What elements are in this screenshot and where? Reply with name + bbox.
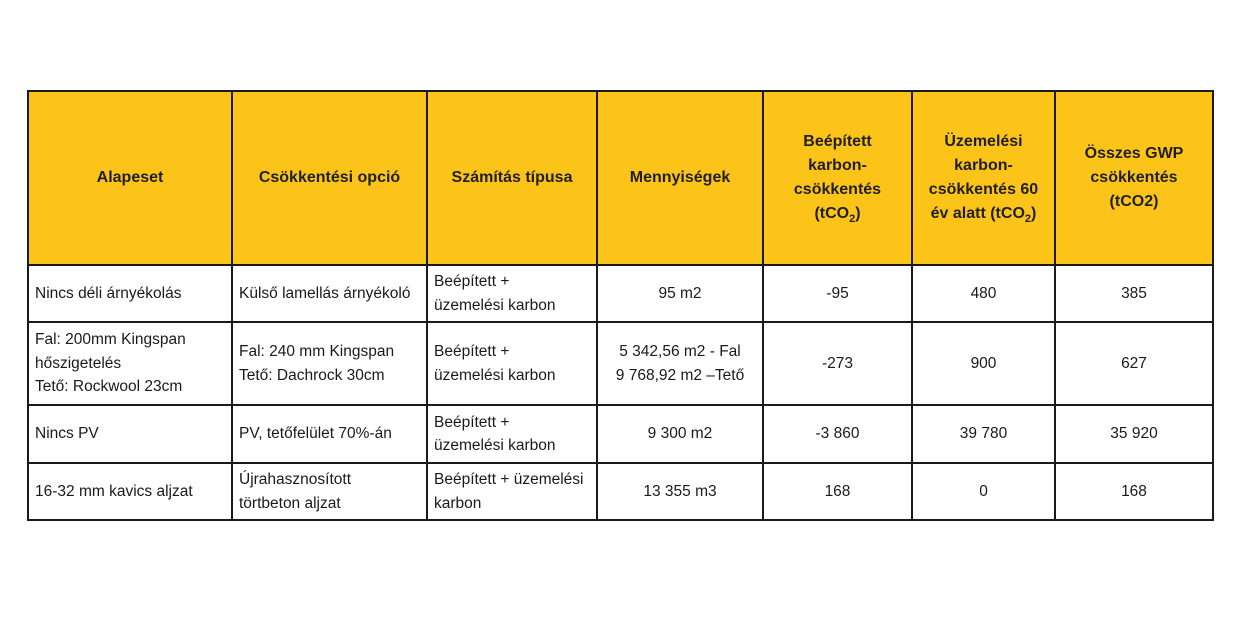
cell-operational-carbon: 39 780: [912, 405, 1055, 463]
cell-reduction-option: Külső lamellás árnyékoló: [232, 265, 427, 322]
header-row: [28, 91, 1213, 265]
table-row: [28, 463, 1213, 520]
table-row: [28, 322, 1213, 405]
cell-quantities: 9 300 m2: [597, 405, 763, 463]
cell-embodied-carbon: -273: [763, 322, 912, 405]
cell-baseline: 16-32 mm kavics aljzat: [28, 463, 232, 520]
cell-baseline: Nincs PV: [28, 405, 232, 463]
header-reduction-option: Csökkentési opció: [232, 91, 427, 265]
header-operational-carbon-reduction: Üzemelési karbon- csökkentés 60 év alatt (tCO$_2$): [912, 91, 1055, 265]
cell-total-gwp: 35 920: [1055, 405, 1213, 463]
cell-total-gwp: 168: [1055, 463, 1213, 520]
cell-calculation-type: Beépített + üzemelési karbon: [427, 265, 597, 322]
cell-calculation-type: Beépített + üzemelési karbon: [427, 322, 597, 405]
cell-operational-carbon: 900: [912, 322, 1055, 405]
table-row: [28, 265, 1213, 322]
table-row: [28, 405, 1213, 463]
cell-quantities: 95 m2: [597, 265, 763, 322]
cell-quantities: 5 342,56 m2 - Fal 9 768,92 m2 –Tető: [597, 322, 763, 405]
cell-embodied-carbon: -95: [763, 265, 912, 322]
cell-quantities: 13 355 m3: [597, 463, 763, 520]
cell-operational-carbon: 480: [912, 265, 1055, 322]
header-quantities: Mennyiségek: [597, 91, 763, 265]
cell-baseline: Nincs déli árnyékolás: [28, 265, 232, 322]
cell-embodied-carbon: -3 860: [763, 405, 912, 463]
cell-calculation-type: Beépített + üzemelési karbon: [427, 463, 597, 520]
cell-embodied-carbon: 168: [763, 463, 912, 520]
cell-reduction-option: PV, tetőfelület 70%-án: [232, 405, 427, 463]
carbon-reduction-table-container: [27, 90, 1214, 521]
cell-operational-carbon: 0: [912, 463, 1055, 520]
cell-reduction-option: Fal: 240 mm Kingspan Tető: Dachrock 30cm: [232, 322, 427, 405]
header-embodied-carbon-reduction: Beépített karbon- csökkentés (tCO$_2$): [763, 91, 912, 265]
header-total-gwp-reduction: Összes GWP csökkentés (tCO2): [1055, 91, 1213, 265]
cell-total-gwp: 385: [1055, 265, 1213, 322]
header-calculation-type: Számítás típusa: [427, 91, 597, 265]
carbon-reduction-table: [27, 90, 1214, 521]
header-baseline: Alapeset: [28, 91, 232, 265]
cell-baseline: Fal: 200mm Kingspan hőszigetelés Tető: Rockwool 23cm: [28, 322, 232, 405]
cell-total-gwp: 627: [1055, 322, 1213, 405]
cell-calculation-type: Beépített + üzemelési karbon: [427, 405, 597, 463]
cell-reduction-option: Újrahasznosított törtbeton aljzat: [232, 463, 427, 520]
